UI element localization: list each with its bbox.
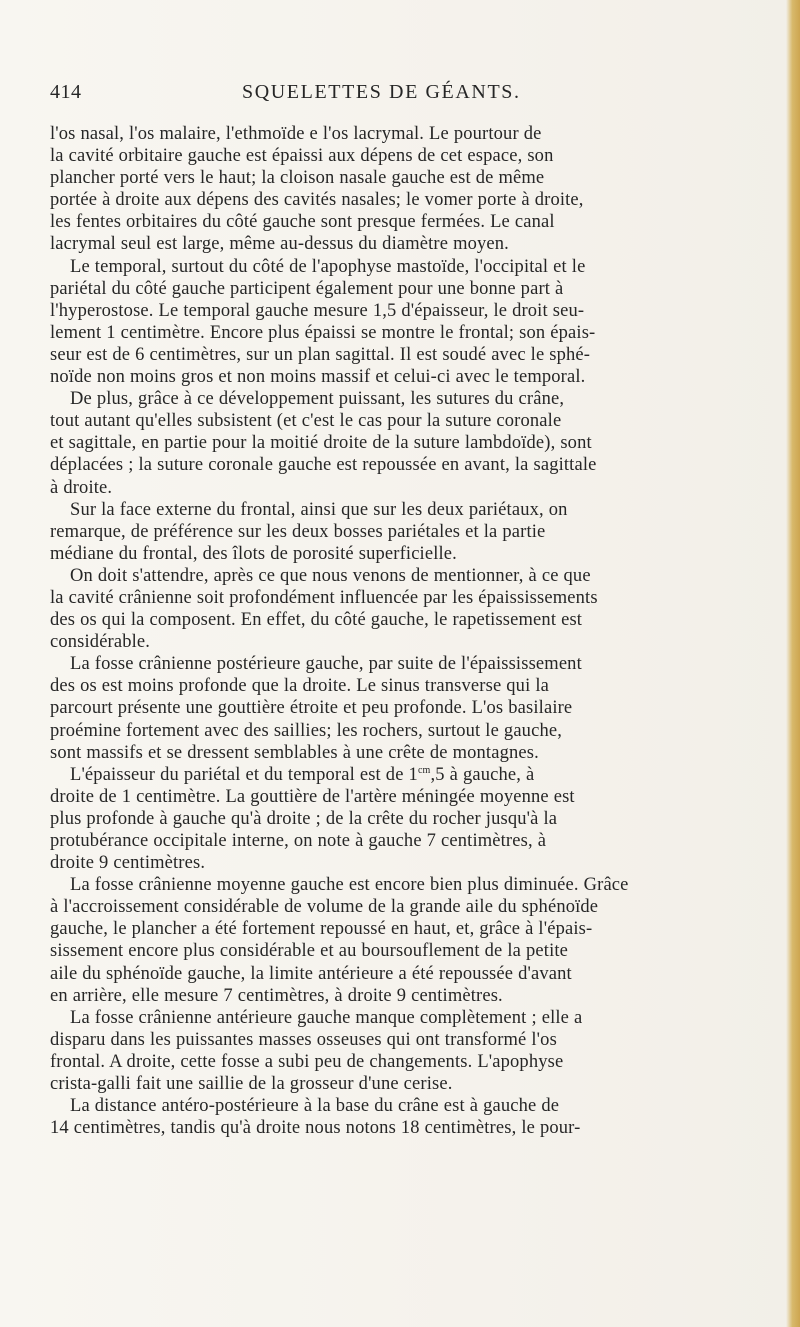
text-line: la cavité orbitaire gauche est épaissi aux dépens de cet espace, son [50, 146, 554, 167]
text-line: noïde non moins gros et non moins massif et celui-ci avec le temporal. [50, 367, 586, 388]
text-line: considérable. [50, 632, 151, 653]
paragraph-start-line: La fosse crânienne postérieure gauche, par suite de l'épaississement [70, 654, 582, 675]
text-line: aile du sphénoïde gauche, la limite antérieure a été repoussée d'avant [50, 963, 572, 984]
text-line: seur est de 6 centimètres, sur un plan sagittal. Il est soudé avec le sphé- [50, 344, 591, 365]
paragraph-start-line: De plus, grâce à ce développement puissant, les sutures du crâne, [70, 389, 565, 410]
paragraph-start-line: La distance antéro-postérieure à la base du crâne est à gauche de [70, 1096, 560, 1117]
text-line: et sagittale, en partie pour la moitié droite de la suture lambdoïde), sont [50, 433, 592, 454]
paragraph-start-line [50, 764, 748, 786]
text-line: des os qui la composent. En effet, du côté gauche, le rapetissement est [50, 610, 583, 631]
text-line: frontal. A droite, cette fosse a subi peu de changements. L'apophyse [50, 1051, 564, 1072]
text-line: sissement encore plus considérable et au boursouflement de la petite [50, 941, 569, 962]
text-line: remarque, de préférence sur les deux bosses pariétales et la partie [50, 521, 546, 542]
text-line: droite 9 centimètres. [50, 853, 206, 874]
superscript-unit: cm [417, 764, 431, 776]
text-line: en arrière, elle mesure 7 centimètres, à droite 9 centimètres. [50, 985, 503, 1006]
line-text-tail: ,5 à gauche, à [430, 764, 535, 785]
text-line: pariétal du côté gauche participent également pour une bonne part à [50, 278, 564, 299]
line-text-head: L'épaisseur du pariétal et du temporal est de 1 [70, 764, 418, 785]
text-line: proémine fortement avec des saillies; les rochers, surtout le gauche, [50, 720, 562, 741]
text-line: les fentes orbitaires du côté gauche sont presque fermées. Le canal [50, 212, 555, 233]
text-line: lacrymal seul est large, même au-dessus du diamètre moyen. [50, 234, 509, 255]
text-line: crista-galli fait une saillie de la grosseur d'une cerise. [50, 1074, 453, 1095]
text-line: tout autant qu'elles subsistent (et c'est le cas pour la suture coronale [50, 411, 562, 432]
paragraph-start-line: La fosse crânienne moyenne gauche est encore bien plus diminuée. Grâce [70, 875, 629, 896]
header-title: SQUELETTES DE GÉANTS. [242, 81, 521, 103]
text-line: 14 centimètres, tandis qu'à droite nous notons 18 centimètres, le pour- [50, 1118, 581, 1139]
text-line: médiane du frontal, des îlots de porosité superficielle. [50, 543, 457, 564]
text-line: gauche, le plancher a été fortement repoussé en haut, et, grâce à l'épais- [50, 919, 593, 940]
text-line: à droite. [50, 477, 113, 498]
text-line: portée à droite aux dépens des cavités nasales; le vomer porte à droite, [50, 190, 584, 211]
text-line: lement 1 centimètre. Encore plus épaissi se montre le frontal; son épais- [50, 322, 596, 343]
text-line: l'hyperostose. Le temporal gauche mesure 1,5 d'épaisseur, le droit seu- [50, 300, 585, 321]
text-line: déplacées ; la suture coronale gauche est repoussée en avant, la sagittale [50, 455, 597, 476]
running-head [50, 81, 740, 107]
text-line: droite de 1 centimètre. La gouttière de l'artère méningée moyenne est [50, 786, 575, 807]
text-line: l'os nasal, l'os malaire, l'ethmoïde e l'os lacrymal. Le pourtour de [50, 124, 542, 144]
text-line: la cavité crânienne soit profondément influencée par les épaississements [50, 587, 598, 608]
text-line: plus profonde à gauche qu'à droite ; de la crête du rocher jusqu'à la [50, 808, 558, 829]
text-line: sont massifs et se dressent semblables à une crête de montagnes. [50, 742, 539, 763]
text-line: à l'accroissement considérable de volume de la grande aile du sphénoïde [50, 897, 599, 918]
page-edge-shadow [786, 0, 800, 1327]
text-line: plancher porté vers le haut; la cloison nasale gauche est de même [50, 168, 545, 189]
text-line: des os est moins profonde que la droite. Le sinus transverse qui la [50, 676, 549, 697]
text-line: protubérance occipitale interne, on note à gauche 7 centimètres, à [50, 831, 547, 851]
paragraph-start-line: La fosse crânienne antérieure gauche manque complètement ; elle a [70, 1007, 583, 1028]
body-text [50, 123, 748, 1139]
page-number: 414 [50, 81, 82, 103]
text-line: disparu dans les puissantes masses osseuses qui ont transformé l'os [50, 1029, 557, 1050]
paragraph-start-line: Sur la face externe du frontal, ainsi que sur les deux pariétaux, on [70, 499, 568, 520]
paragraph-start-line: On doit s'attendre, après ce que nous venons de mentionner, à ce que [70, 565, 591, 586]
text-line: parcourt présente une gouttière étroite et peu profonde. L'os basilaire [50, 698, 573, 719]
paragraph-start-line: Le temporal, surtout du côté de l'apophyse mastoïde, l'occipital et le [70, 256, 586, 277]
